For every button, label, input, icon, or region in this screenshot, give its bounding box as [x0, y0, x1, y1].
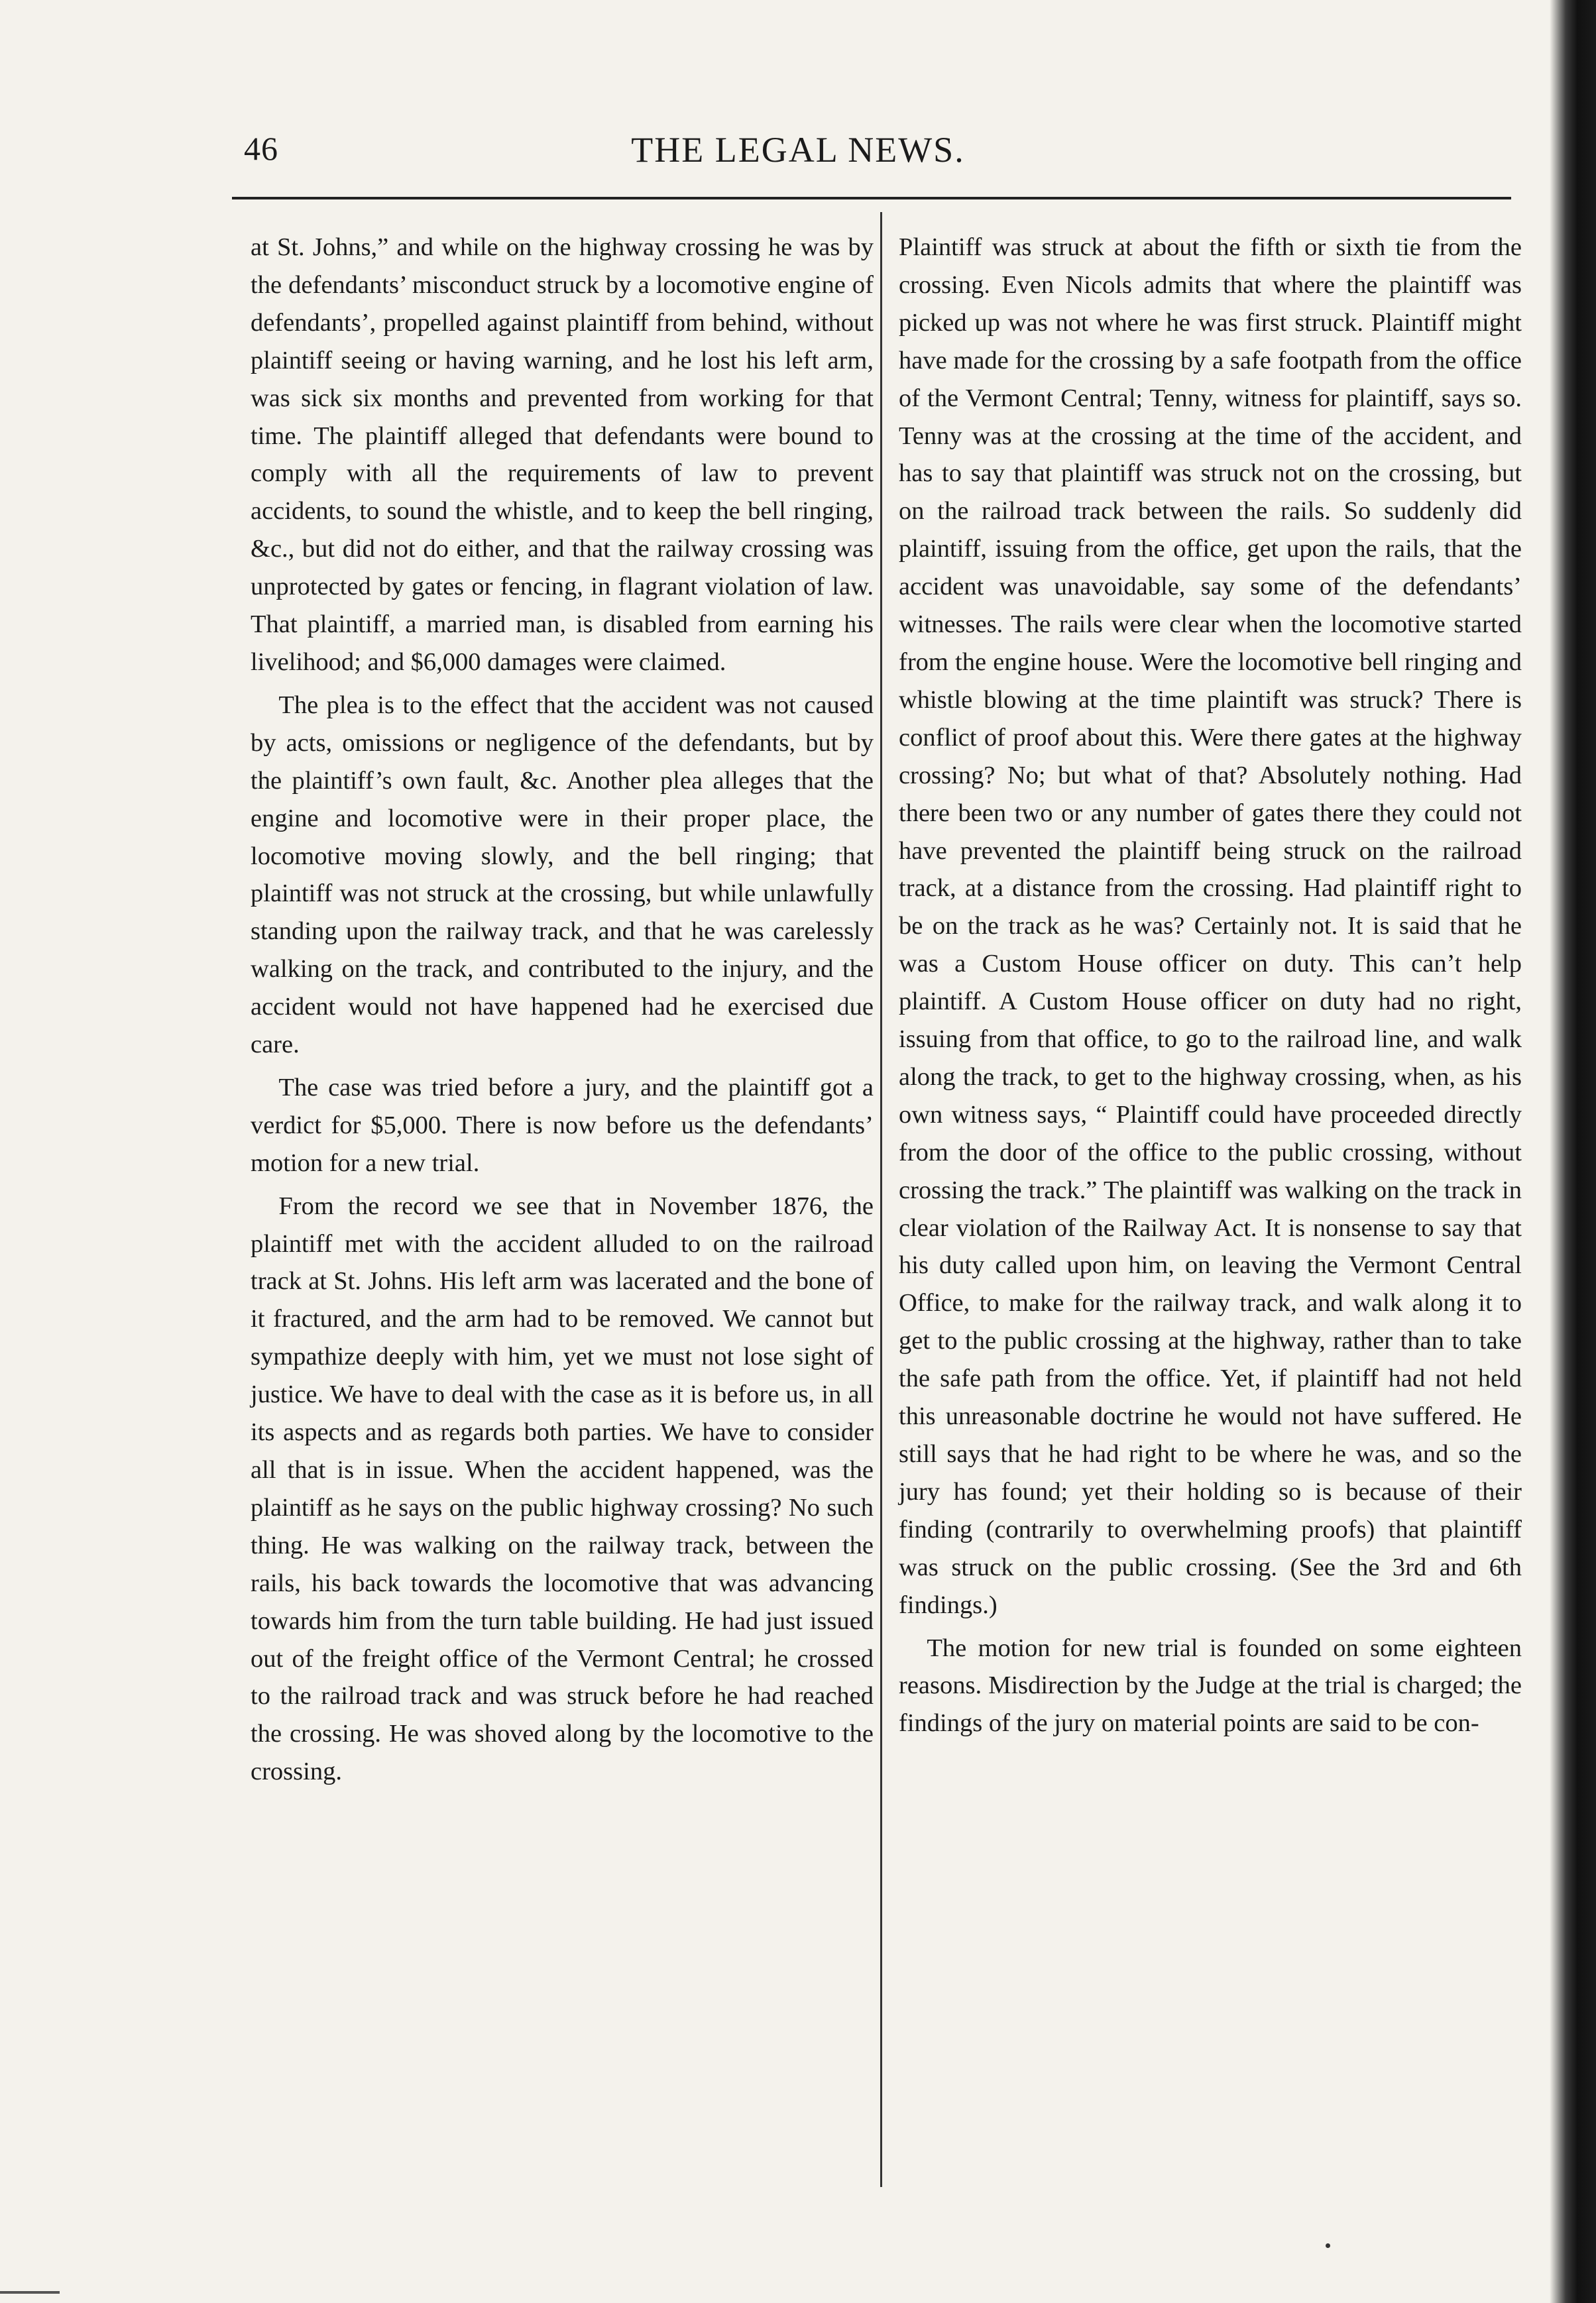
- left-paragraph-3: The case was tried before a jury, and the plaintiff got a verdict for $5,000. There is now before us the defendants’ motion for a new trial.: [251, 1073, 874, 1177]
- right-paragraph-2: The motion for new trial is founded on some eighteen reasons. Misdirection by the Judge at the trial is charged; the findings of the jury on material points are said to be con-: [899, 1634, 1522, 1738]
- left-paragraph-1: at St. Johns,” and while on the highway crossing he was by the defendants’ misconduct struck by a locomotive engine of defendants’, propelled against plaintiff from behind, without plaintiff seeing or having warning, and he lost his left arm, was sick six months and prevented from working for that time. The plaintiff alleged that defendants were bound to comply with all the requirements of law to prevent accidents, to sound the whistle, and to keep the bell ringing, &c., but did not do either, and that the railway crossing was unprotected by gates or fencing, in flagrant violation of law. That plaintiff, a married man, is disabled from earning his livelihood; and $6,000 damages were claimed.: [251, 233, 874, 676]
- left-paragraph-2: The plea is to the effect that the accident was not caused by acts, omissions or negligence of the defendants, but by the plaintiff’s own fault, &c. Another plea alleges that the engine and locomotive were in their proper place, the locomotive moving slowly, and the bell ringing; that plaintiff was not struck at the crossing, but while unlawfully standing upon the railway track, and that he was carelessly walking on the track, and contributed to the injury, and the accident would not have happened had he exercised due care.: [251, 691, 874, 1059]
- left-paragraph-4: From the record we see that in November 1876, the plaintiff met with the accident alluded to on the railroad track at St. Johns. His left arm was lacerated and the bone of it fractured, and the arm had to be removed. We cannot but sympathize deeply with him, yet we must not lose sight of justice. We have to deal with the case as it is before us, in all its aspects and as regards both parties. We have to consider all that is in issue. When the accident happened, was the plaintiff as he says on the public highway crossing? No such thing. He was walking on the railway track, between the rails, his back towards the locomotive that was advancing towards him from the turn table building. He had just issued out of the freight office of the Vermont Central; he crossed to the railroad track and was struck before he had reached the crossing. He was shoved along by the locomotive to the crossing.: [251, 1192, 874, 1786]
- left-column: [251, 229, 874, 1791]
- scan-bottom-mark: [0, 2291, 60, 2294]
- header-rule: [232, 197, 1511, 199]
- right-column: [899, 229, 1522, 1742]
- print-speck: [1326, 2243, 1330, 2248]
- page-header: [0, 0, 1596, 199]
- running-title: THE LEGAL NEWS.: [631, 130, 965, 170]
- right-paragraph-1: Plaintiff was struck at about the fifth or sixth tie from the crossing. Even Nicols admits that where the plaintiff was picked up was not where he was first struck. Plaintiff might have made for the crossing by a safe footpath from the office of the Vermont Central; Tenny, witness for plaintiff, says so. Tenny was at the crossing at the time of the accident, and has to say that plaintiff was struck not on the crossing, but on the railroad track between the rails. So suddenly did plaintiff, issuing from the office, get upon the rails, that the accident was unavoidable, say some of the defendants’ witnesses. The rails were clear when the locomotive started from the engine house. Were the locomotive bell ringing and whistle blowing at the time plaintift was struck? There is conflict of proof about this. Were there gates at the highway crossing? No; but what of that? Absolutely nothing. Had there been two or any number of gates there they could not have prevented the plaintiff being struck on the railroad track, at a distance from the crossing. Had plaintiff right to be on the track as he was? Certainly not. It is said that he was a Custom House officer on duty. This can’t help plaintiff. A Custom House officer on duty had no right, issuing from that office, to go to the railroad line, and walk along the track, to get to the highway crossing, when, as his own witness says, “ Plaintiff could have proceeded directly from the door of the office to the public crossing, without crossing the track.” The plaintiff was walking on the track in clear violation of the Railway Act. It is nonsense to say that his duty called upon him, on leaving the Vermont Central Office, to make for the railway track, and walk along it to get to the public crossing at the highway, rather than to take the safe path from the office. Yet, if plaintiff had not held this unreasonable doctrine he would not have suffered. He still says that he had right to be where he was, and so the jury has found; yet their holding so is because of their finding (contrarily to overwhelming proofs) that plaintiff was struck on the public crossing. (See the 3rd and 6th findings.): [899, 233, 1522, 1619]
- scan-binding-edge: [1550, 0, 1596, 2303]
- page-number: 46: [244, 130, 278, 167]
- column-divider: [880, 212, 882, 2187]
